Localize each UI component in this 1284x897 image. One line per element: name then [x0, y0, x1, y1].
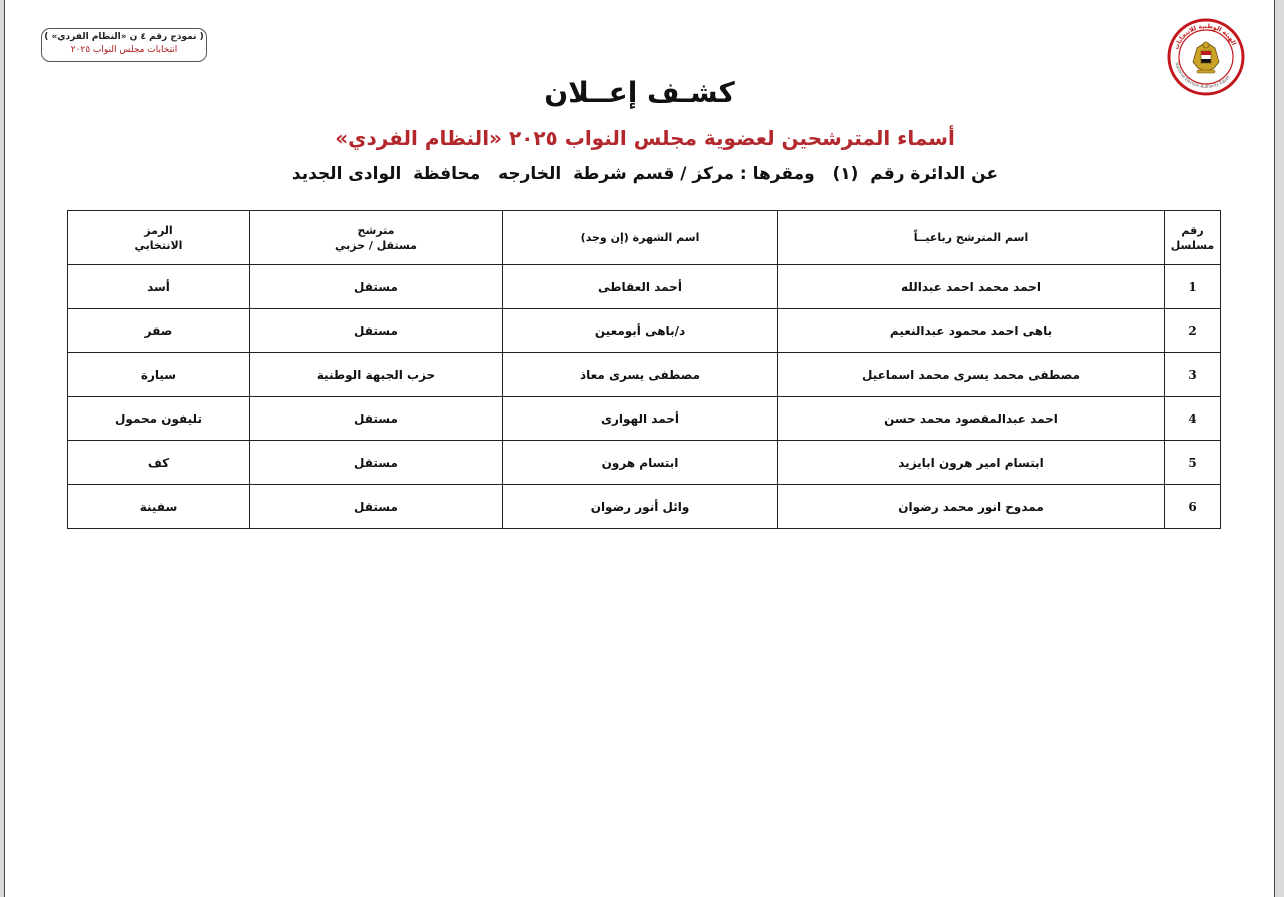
svg-text:National Election Authority Eg: National Election Authority Egypt — [1174, 61, 1231, 90]
table-row — [68, 309, 1221, 353]
cell-symbol: سفينة — [68, 485, 250, 529]
table-row — [68, 441, 1221, 485]
cell-serial: 2 — [1165, 309, 1221, 353]
form-number-box — [41, 28, 207, 62]
table-row — [68, 485, 1221, 529]
table-header-row — [68, 211, 1221, 265]
cell-symbol: أسد — [68, 265, 250, 309]
district-info: عن الدائرة رقم (١) ومقرها : مركز / قسم شرطة الخارجه محافظة الوادى الجديد — [291, 164, 999, 184]
header-nickname: اسم الشهرة (إن وجد) — [503, 211, 778, 265]
page-title: كشـف إعــلان — [544, 76, 735, 109]
cell-symbol: تليفون محمول — [68, 397, 250, 441]
form-number-label: ( نموذج رقم ٤ ن «النظام الفردي» ) — [44, 32, 204, 42]
cell-candidate-name: ابتسام امير هرون ابايزيد — [778, 441, 1165, 485]
document-page — [4, 0, 1275, 897]
cell-symbol: سيارة — [68, 353, 250, 397]
cell-candidate-name: ممدوح انور محمد رضوان — [778, 485, 1165, 529]
table-row — [68, 353, 1221, 397]
cell-nickname: وائل أنور رضوان — [503, 485, 778, 529]
cell-nickname: أحمد الهوارى — [503, 397, 778, 441]
cell-candidate-name: احمد عبدالمقصود محمد حسن — [778, 397, 1165, 441]
cell-serial: 6 — [1165, 485, 1221, 529]
svg-text:الهيئة الوطنية للانتخابات: الهيئة الوطنية للانتخابات — [1173, 22, 1238, 51]
page-subtitle: أسماء المترشحين لعضوية مجلس النواب ٢٠٢٥ «النظام الفردي» — [335, 126, 955, 150]
table-row — [68, 397, 1221, 441]
table-row — [68, 265, 1221, 309]
header-symbol: الرمز الانتخابي — [68, 211, 250, 265]
cell-candidate-type: مستقل — [250, 309, 503, 353]
cell-serial: 4 — [1165, 397, 1221, 441]
candidates-table — [67, 210, 1221, 529]
cell-serial: 5 — [1165, 441, 1221, 485]
cell-symbol: صقر — [68, 309, 250, 353]
cell-serial: 1 — [1165, 265, 1221, 309]
election-label: انتخابات مجلس النواب ٢٠٢٥ — [70, 45, 178, 55]
cell-candidate-type: مستقل — [250, 397, 503, 441]
cell-symbol: كف — [68, 441, 250, 485]
cell-serial: 3 — [1165, 353, 1221, 397]
cell-nickname: مصطفى يسرى معاذ — [503, 353, 778, 397]
header-candidate-type: مترشح مستقل / حزبي — [250, 211, 503, 265]
cell-nickname: د/باهى أبومعين — [503, 309, 778, 353]
cell-nickname: أحمد العقاطى — [503, 265, 778, 309]
cell-candidate-type: مستقل — [250, 485, 503, 529]
cell-candidate-type: حزب الجبهة الوطنية — [250, 353, 503, 397]
cell-candidate-name: مصطفى محمد يسرى محمد اسماعيل — [778, 353, 1165, 397]
cell-candidate-name: احمد محمد احمد عبدالله — [778, 265, 1165, 309]
cell-candidate-type: مستقل — [250, 441, 503, 485]
cell-nickname: ابتسام هرون — [503, 441, 778, 485]
cell-candidate-name: باهى احمد محمود عبدالنعيم — [778, 309, 1165, 353]
cell-candidate-type: مستقل — [250, 265, 503, 309]
header-serial: رقم مسلسل — [1165, 211, 1221, 265]
header-candidate-name: اسم المترشح رباعيــاً — [778, 211, 1165, 265]
